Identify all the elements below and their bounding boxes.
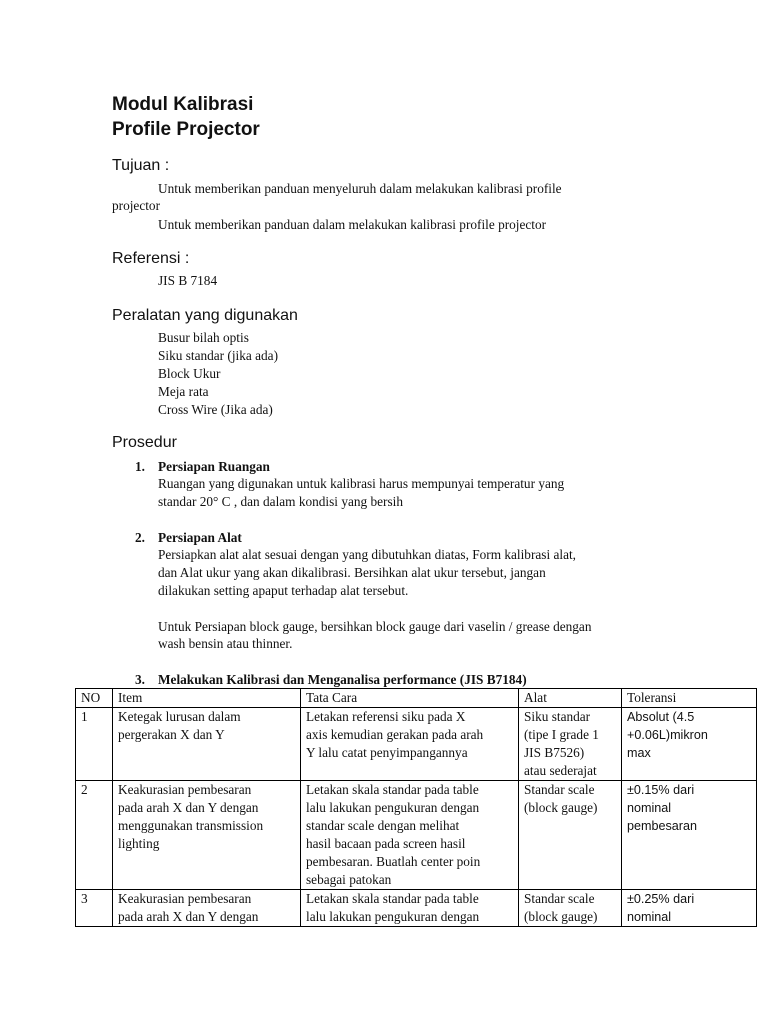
cell-text: 1 [81,709,88,724]
cell-line: lighting [118,836,160,851]
cell-line: axis kemudian gerakan pada arah [306,727,484,742]
cell-text: 3 [81,891,88,906]
document-subtitle: Profile Projector [112,119,260,140]
cell-line: Absolut (4.5 [627,710,695,724]
cell-tata-cara [301,708,519,781]
cell-tata-cara [301,781,519,890]
cell-line: Y lalu catat penyimpangannya [306,745,468,760]
cell-line: +0.06L)mikron [627,728,708,742]
peralatan-item: Block Ukur [158,366,221,381]
cell-line: Letakan skala standar pada table [306,891,479,906]
cell-line: Standar scale [524,782,595,797]
column-header-no: NO [76,689,113,708]
table-row [76,708,757,781]
step-text: standar 20° C , dan dalam kondisi yang bersih [158,494,403,509]
cell-line: nominal [627,801,672,815]
cell-line: Letakan skala standar pada table [306,782,479,797]
step-number: 2. [135,530,145,545]
cell-line: pada arah X dan Y dengan [118,909,259,924]
cell-item [113,890,301,927]
cell-line: menggunakan transmission [118,818,264,833]
step-text: Untuk Persiapan block gauge, bersihkan block gauge dari vaselin / grease dengan [158,619,592,634]
referensi-item: JIS B 7184 [158,273,218,288]
step-title: Melakukan Kalibrasi dan Menganalisa performance (JIS B7184) [158,672,527,687]
cell-alat [519,708,622,781]
peralatan-item: Cross Wire (Jika ada) [158,402,273,417]
cell-line: (block gauge) [524,909,598,924]
cell-line: (block gauge) [524,800,598,815]
cell-line: pembesaran [627,819,698,833]
cell-line: pembesaran. Buatlah center poin [306,854,481,869]
cell-line: ±0.25% dari [627,892,695,906]
tujuan-paragraph-1: Untuk memberikan panduan menyeluruh dalam melakukan kalibrasi profile [158,181,562,196]
step-text: Ruangan yang digunakan untuk kalibrasi harus mempunyai temperatur yang [158,476,565,491]
peralatan-item: Meja rata [158,384,209,399]
referensi-heading: Referensi : [112,250,190,267]
table-row [76,781,757,890]
cell-line: Siku standar [524,709,591,724]
cell-item [113,708,301,781]
step-text: dan Alat ukur yang akan dikalibrasi. Bersihkan alat ukur tersebut, jangan [158,565,546,580]
cell-line: JIS B7526) [524,745,585,760]
cell-line: nominal [627,910,672,924]
prosedur-heading: Prosedur [112,434,177,451]
cell-no [76,781,113,890]
cell-line: Keakurasian pembesaran [118,782,252,797]
step-title: Persiapan Alat [158,530,242,545]
cell-alat [519,781,622,890]
peralatan-heading: Peralatan yang digunakan [112,307,298,324]
cell-line: ±0.15% dari [627,783,695,797]
cell-toleransi [622,781,757,890]
column-header-item: Item [113,689,301,708]
document-title: Modul Kalibrasi [112,94,254,115]
cell-alat [519,890,622,927]
cell-item [113,781,301,890]
cell-line: atau sederajat [524,763,597,778]
cell-line: (tipe I grade 1 [524,727,599,742]
cell-line: Ketegak lurusan dalam [118,709,241,724]
peralatan-item: Busur bilah optis [158,330,249,345]
table-header-row [76,689,757,708]
cell-line: pada arah X dan Y dengan [118,800,259,815]
peralatan-item: Siku standar (jika ada) [158,348,279,363]
step-text: wash bensin atau thinner. [158,636,293,651]
cell-line: standar scale dengan melihat [306,818,460,833]
table-row [76,890,757,927]
tujuan-paragraph-2: Untuk memberikan panduan dalam melakukan kalibrasi profile projector [158,217,547,232]
step-number: 3. [135,672,145,687]
tujuan-heading: Tujuan : [112,157,170,174]
tujuan-paragraph-1-cont: projector [112,198,160,213]
cell-line: hasil bacaan pada screen hasil [306,836,466,851]
cell-tata-cara [301,890,519,927]
cell-line: sebagai patokan [306,872,392,887]
cell-toleransi [622,890,757,927]
cell-no [76,890,113,927]
column-header-alat: Alat [519,689,622,708]
cell-no [76,708,113,781]
cell-line: lalu lakukan pengukuran dengan [306,909,480,924]
cell-line: lalu lakukan pengukuran dengan [306,800,480,815]
cell-toleransi [622,708,757,781]
column-header-tata-cara: Tata Cara [301,689,519,708]
step-number: 1. [135,459,145,474]
calibration-table [75,688,757,927]
column-header-toleransi: Toleransi [622,689,757,708]
step-title: Persiapan Ruangan [158,459,270,474]
cell-line: Letakan referensi siku pada X [306,709,466,724]
cell-line: pergerakan X dan Y [118,727,225,742]
cell-line: Standar scale [524,891,595,906]
step-text: Persiapkan alat alat sesuai dengan yang dibutuhkan diatas, Form kalibrasi alat, [158,547,576,562]
step-text: dilakukan setting apaput terhadap alat tersebut. [158,583,409,598]
cell-text: 2 [81,782,88,797]
cell-line: max [627,746,651,760]
cell-line: Keakurasian pembesaran [118,891,252,906]
